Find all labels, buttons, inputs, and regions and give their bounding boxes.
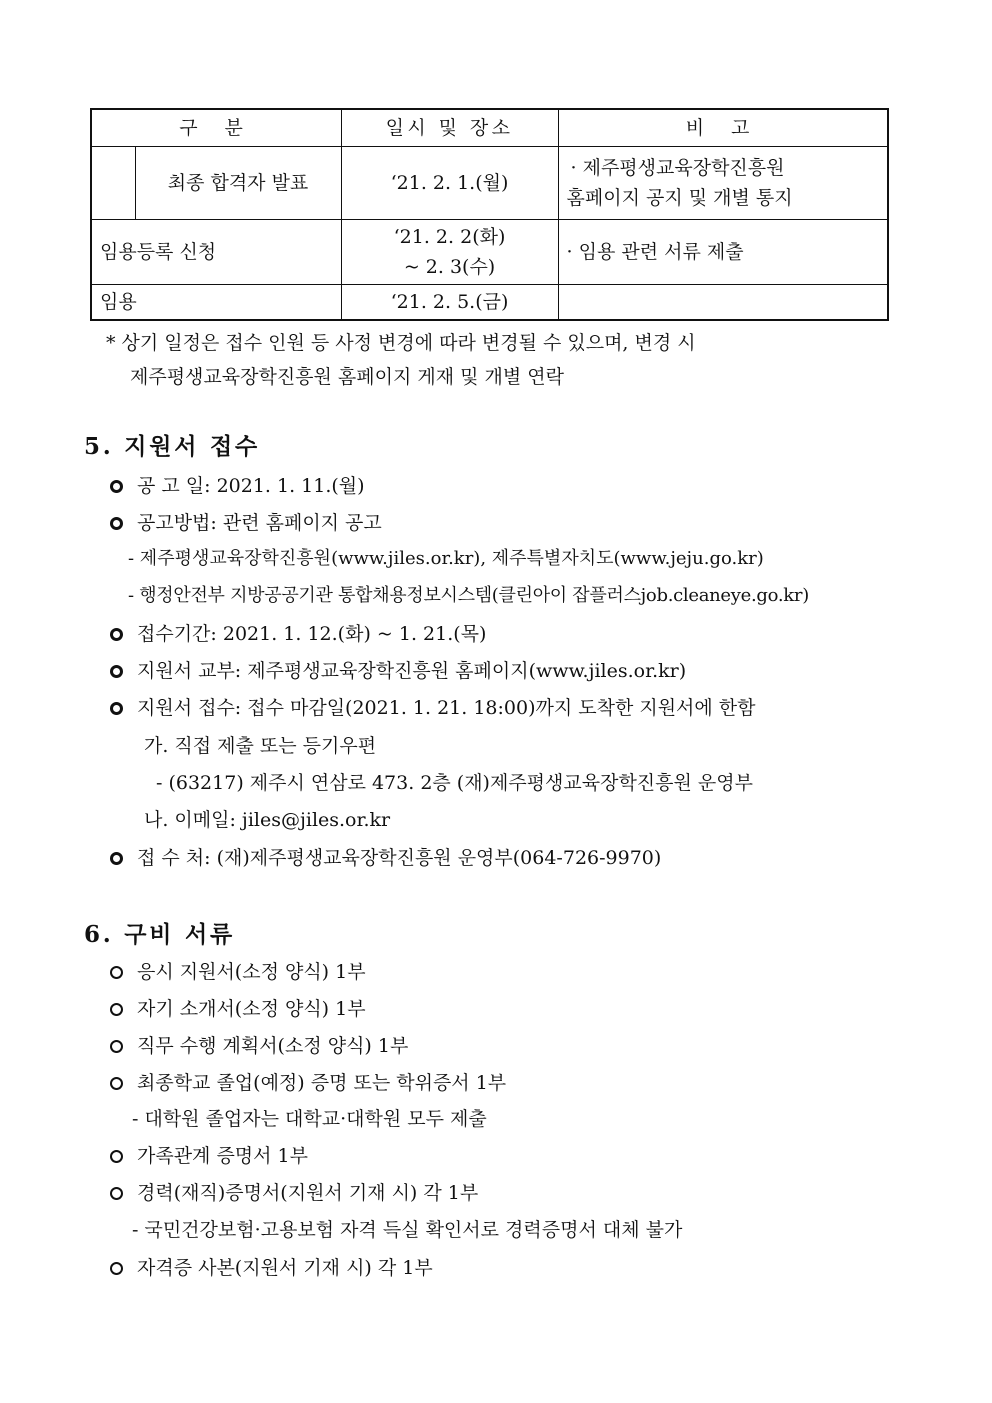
row-date: ‘21. 2. 5.(금) [341, 285, 558, 321]
row-note-line2: 홈페이지 공지 및 개별 통지 [566, 187, 793, 209]
document-item: 직무 수행 계획서(소정 양식) 1부 [137, 1035, 409, 1057]
row-note: · 임용 관련 서류 제출 [558, 220, 888, 285]
receipt-office: 접 수 처: (재)제주평생교육장학진흥원 운영부(064-726-9970) [137, 847, 662, 869]
header-category: 구 분 [91, 109, 341, 147]
list-item [110, 471, 365, 498]
footnote-line1: * 상기 일정은 접수 인원 등 사정 변경에 따라 변경될 수 있으며, 변경 시 [106, 332, 696, 354]
row-note-line1: · 제주평생교육장학진흥원 [570, 156, 785, 179]
header-note: 비 고 [558, 109, 888, 147]
list-item [110, 1253, 433, 1280]
method-sub2: - 행정안전부 지방공공기관 통합채용정보시스템(클린아이 잡플러스job.cleaneye.go.kr) [128, 585, 809, 606]
bullet-icon [110, 1040, 123, 1053]
section5-title: 5. 지원서 접수 [84, 433, 260, 460]
document-item: 최종학교 졸업(예정) 증명 또는 학위증서 1부 [137, 1072, 507, 1094]
announce-date: 공 고 일: 2021. 1. 11.(월) [137, 475, 365, 497]
schedule-table [90, 108, 889, 321]
header-date-place: 일시 및 장소 [341, 109, 558, 147]
row-category: 임용 [91, 285, 341, 321]
receipt-period: 접수기간: 2021. 1. 12.(화) ~ 1. 21.(목) [137, 623, 487, 645]
indent-cell [91, 147, 135, 220]
row-category: 최종 합격자 발표 [135, 147, 341, 220]
document-item-note: - 대학원 졸업자는 대학교·대학원 모두 제출 [132, 1108, 487, 1130]
document-item-note: - 국민건강보험·고용보험 자격 득실 확인서로 경력증명서 대체 불가 [132, 1219, 683, 1241]
bullet-icon [110, 1187, 123, 1200]
bullet-icon [110, 1262, 123, 1275]
list-item [110, 843, 661, 870]
document-item: 자격증 사본(지원서 기재 시) 각 1부 [137, 1257, 433, 1279]
row-category: 임용등록 신청 [91, 220, 341, 285]
row-date-line2: ~ 2. 3(수) [403, 256, 496, 278]
list-item [110, 1031, 408, 1058]
table-row [91, 285, 888, 321]
list-item [110, 693, 756, 720]
list-item [110, 957, 366, 984]
list-item [110, 619, 486, 646]
bullet-icon [110, 852, 123, 865]
table-row [91, 220, 888, 285]
bullet-icon [110, 517, 123, 530]
row-note [558, 147, 888, 220]
bullet-icon [110, 702, 123, 715]
submission-option-a: 가. 직접 제출 또는 등기우편 [144, 735, 377, 757]
list-item [110, 1068, 506, 1095]
table-header-row [91, 109, 888, 147]
footnote-line2: 제주평생교육장학진흥원 홈페이지 게재 및 개별 연락 [130, 366, 564, 388]
document-item: 가족관계 증명서 1부 [137, 1145, 308, 1167]
list-item [110, 508, 382, 535]
form-distribution: 지원서 교부: 제주평생교육장학진흥원 홈페이지(www.jiles.or.kr) [137, 660, 687, 682]
bullet-icon [110, 1150, 123, 1163]
list-item [110, 1178, 478, 1205]
section6-title: 6. 구비 서류 [84, 921, 235, 948]
document-item: 자기 소개서(소정 양식) 1부 [137, 998, 366, 1020]
list-item [110, 1141, 308, 1168]
announce-method: 공고방법: 관련 홈페이지 공고 [137, 512, 382, 534]
bullet-icon [110, 665, 123, 678]
submission-address: - (63217) 제주시 연삼로 473. 2층 (재)제주평생교육장학진흥원 운영부 [156, 772, 753, 794]
bullet-icon [110, 1003, 123, 1016]
document-item: 응시 지원서(소정 양식) 1부 [137, 961, 366, 983]
schedule-footnote [106, 326, 906, 394]
row-date: ‘21. 2. 1.(월) [341, 147, 558, 220]
list-item [110, 994, 366, 1021]
list-item [110, 656, 686, 683]
bullet-icon [110, 628, 123, 641]
method-sub1: - 제주평생교육장학진흥원(www.jiles.or.kr), 제주특별자치도(www.jeju.go.kr) [128, 548, 764, 569]
table-row [91, 147, 888, 220]
row-date-line1: ‘21. 2. 2(화) [393, 225, 506, 248]
document-item: 경력(재직)증명서(지원서 기재 시) 각 1부 [137, 1182, 479, 1204]
bullet-icon [110, 966, 123, 979]
bullet-icon [110, 1077, 123, 1090]
row-date [341, 220, 558, 285]
submission-rule: 지원서 접수: 접수 마감일(2021. 1. 21. 18:00)까지 도착한 지원서에 한함 [137, 697, 756, 719]
bullet-icon [110, 480, 123, 493]
row-note [558, 285, 888, 321]
submission-option-b: 나. 이메일: jiles@jiles.or.kr [144, 809, 391, 831]
